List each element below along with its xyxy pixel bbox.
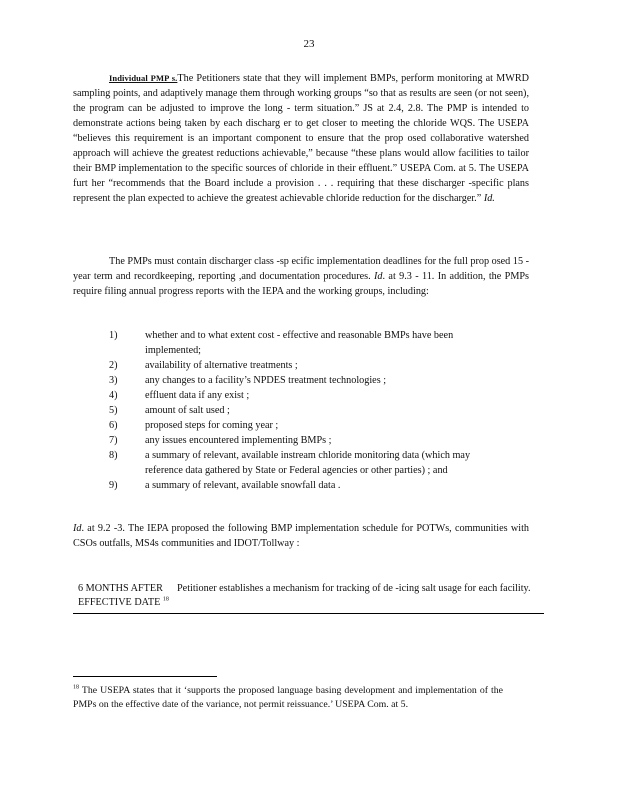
- list-item: [109, 388, 509, 403]
- paragraph-text: The Petitioners state that they will implement BMPs, perform monitoring at MWRD sampling points, and adaptively manage them through working groups “so that as results are seen (or not seen), the program can be adjusted to improve the long - term situation.” JS at 2.4, 2.8. The PMP is intended to demonstrate actions being taken by each discharg er to get closer to meeting the chloride WQS. The USEPA “believes this requirement is an important component to ensure that the prop osed collaborative watershed approach will achieve the greatest reductions achievable,” because “these plans would allow facilities to tailor their BMP implementation to the specific sources of chloride in their effluent.” USEPA Com. at 5. The USEPA furt her “recommends that the Board include a provision . . . requiring that these discharger -specific plans represent the plan expected to achieve the greatest achievable chloride reduction for the discharger.”: [73, 73, 529, 204]
- list-text: availability of alternative treatments ;: [145, 360, 298, 371]
- list-item: [109, 448, 509, 478]
- list-item: [109, 418, 509, 433]
- list-item: [109, 433, 509, 448]
- list-text: a summary of relevant, available snowfall data .: [145, 480, 341, 491]
- list-item: [109, 403, 509, 418]
- list-number: 6): [109, 420, 118, 431]
- list-text: whether and to what extent cost - effective and reasonable BMPs have been implemented;: [145, 330, 454, 356]
- list-text: any changes to a facility’s NPDES treatment technologies ;: [145, 375, 387, 386]
- list-item: [109, 478, 509, 493]
- paragraph-text: . at 9.2 -3. The IEPA proposed the following BMP implementation schedule for POTWs, communities with CSOs outfalls, MS4s communities and IDOT/Tollway :: [73, 523, 529, 549]
- list-number: 3): [109, 375, 118, 386]
- timeframe-text: 6 MONTHS AFTER EFFECTIVE DATE: [78, 583, 163, 608]
- paragraph-text: The PMPs must contain discharger class -sp ecific implementation deadlines for the full prop osed 15 -year term and recordkeeping, reporting ,and documentation procedures.: [73, 256, 529, 282]
- list-text: a summary of relevant, available instream chloride monitoring data (which may reference data gathered by State or Federal agencies or other parties) ; and: [145, 450, 471, 476]
- list-number: 9): [109, 480, 118, 491]
- list-number: 1): [109, 330, 118, 341]
- footnote-separator: [73, 676, 217, 677]
- citation: Id.: [483, 193, 495, 204]
- list-number: 8): [109, 450, 118, 461]
- schedule-table: [73, 582, 544, 614]
- page-number: 23: [303, 38, 315, 50]
- paragraph-schedule-intro: [73, 521, 529, 551]
- list-text: proposed steps for coming year ;: [145, 420, 279, 431]
- list-text: any issues encountered implementing BMPs ;: [145, 435, 332, 446]
- list-number: 4): [109, 390, 118, 401]
- progress-report-list: [109, 328, 509, 493]
- list-text: effluent data if any exist ;: [145, 390, 250, 401]
- list-item: [109, 328, 509, 358]
- list-number: 2): [109, 360, 118, 371]
- list-text: amount of salt used ;: [145, 405, 230, 416]
- footnote-mark: 18: [73, 684, 79, 691]
- footnote: [73, 684, 503, 712]
- list-number: 7): [109, 435, 118, 446]
- list-number: 5): [109, 405, 118, 416]
- paragraph-pmp-deadlines: [73, 254, 529, 299]
- schedule-timeframe-cell: [73, 582, 177, 610]
- section-heading: Individual PMP s.: [109, 73, 178, 83]
- citation: Id: [374, 271, 383, 282]
- citation: Id: [73, 523, 82, 534]
- list-item: [109, 373, 509, 388]
- footnote-text: The USEPA states that it ‘supports the proposed language basing development and implementation of the PMPs on the effective date of the variance, not permit reissuance.’ USEPA Com. at 5.: [73, 685, 503, 710]
- schedule-action-cell: Petitioner establishes a mechanism for tracking of de -icing salt usage for each facility.: [177, 583, 531, 594]
- paragraph-individual-pmps: [73, 71, 529, 206]
- footnote-reference: 18: [162, 596, 169, 603]
- list-item: [109, 358, 509, 373]
- paragraph-text: . at 9.3 - 11. In addition, the PMPs require filing annual progress reports with the IEPA and the working groups, including:: [73, 271, 530, 297]
